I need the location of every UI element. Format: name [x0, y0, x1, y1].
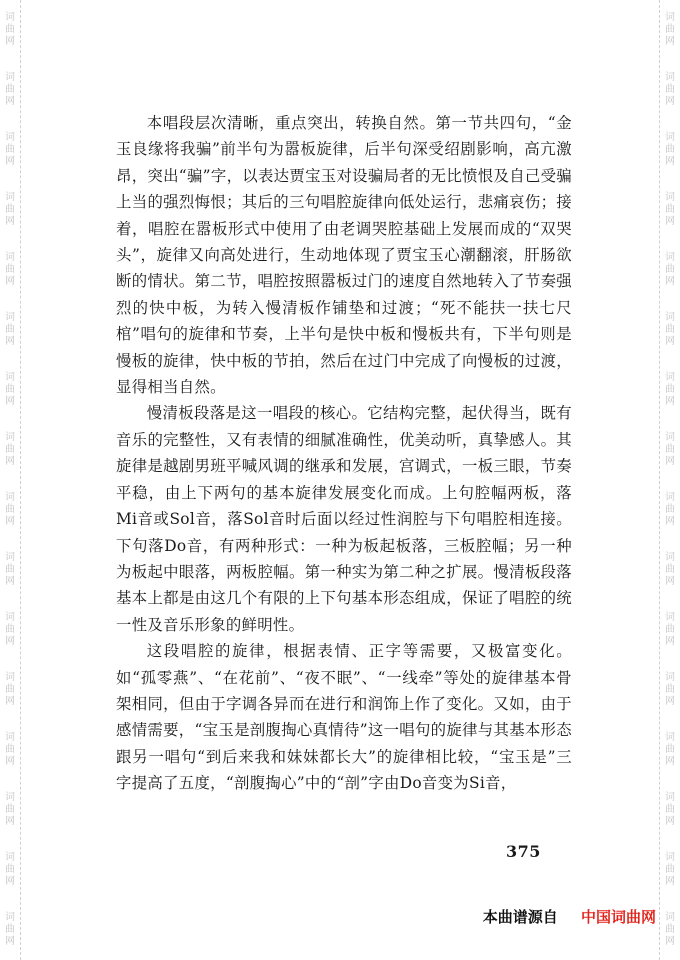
watermark-char: 网 — [665, 276, 675, 287]
watermark-char: 词 — [665, 312, 675, 323]
watermark-char: 曲 — [5, 684, 15, 695]
watermark-char: 曲 — [665, 684, 675, 695]
watermark-char: 曲 — [5, 444, 15, 455]
watermark-char: 网 — [665, 816, 675, 827]
watermark-char: 网 — [665, 96, 675, 107]
watermark-char: 网 — [5, 756, 15, 767]
watermark-char: 词 — [665, 492, 675, 503]
article-body — [116, 110, 572, 797]
watermark-char: 网 — [665, 756, 675, 767]
watermark-glyph-group — [5, 300, 15, 360]
watermark-char: 曲 — [665, 864, 675, 875]
watermark-char: 曲 — [5, 624, 15, 635]
watermark-char: 词 — [665, 672, 675, 683]
watermark-char: 曲 — [5, 144, 15, 155]
paragraph-2: 慢清板段落是这一唱段的核心。它结构完整，起伏得当，既有音乐的完整性，又有表情的细腻准确性，优美动听，真挚感人。其旋律是越剧男班平喊风调的继承和发展，宫调式，一板三眼，节奏平稳，由上下两句的基本旋律发展变化而成。上句腔幅两板，落Mi音或Sol音，落Sol音时后面以经过性润腔与下句唱腔相连接。下句落Do音，有两种形式：一种为板起板落，三板腔幅；另一种为板起中眼落，两板腔幅。第一种实为第二种之扩展。慢清板段落基本上都是由这几个有限的上下句基本形态组成，保证了唱腔的统一性及音乐形象的鲜明性。 — [116, 404, 572, 634]
watermark-char: 词 — [5, 672, 15, 683]
watermark-char: 曲 — [665, 264, 675, 275]
watermark-glyph-group — [665, 840, 675, 900]
watermark-glyph-group — [5, 240, 15, 300]
watermark-char: 网 — [665, 936, 675, 947]
watermark-char: 词 — [5, 792, 15, 803]
watermark-char: 网 — [5, 936, 15, 947]
watermark-char: 词 — [5, 852, 15, 863]
watermark-char: 曲 — [5, 504, 15, 515]
watermark-glyph-group — [5, 0, 15, 60]
watermark-char: 曲 — [665, 744, 675, 755]
watermark-char: 词 — [665, 132, 675, 143]
watermark-glyph-group — [665, 600, 675, 660]
watermark-char: 曲 — [5, 564, 15, 575]
watermark-glyph-group — [665, 420, 675, 480]
watermark-char: 词 — [5, 912, 15, 923]
watermark-char: 曲 — [665, 444, 675, 455]
watermark-char: 词 — [665, 732, 675, 743]
watermark-char: 网 — [665, 636, 675, 647]
watermark-char: 词 — [665, 792, 675, 803]
watermark-column-right — [659, 0, 680, 960]
watermark-char: 曲 — [5, 204, 15, 215]
watermark-glyph-group — [665, 60, 675, 120]
watermark-char: 词 — [5, 252, 15, 263]
watermark-char: 曲 — [665, 924, 675, 935]
watermark-glyph-group — [5, 60, 15, 120]
watermark-char: 曲 — [5, 924, 15, 935]
watermark-char: 曲 — [665, 504, 675, 515]
watermark-glyph-group — [665, 720, 675, 780]
watermark-glyph-group — [5, 180, 15, 240]
watermark-char: 网 — [5, 156, 15, 167]
watermark-glyph-group — [5, 900, 15, 960]
watermark-glyph-group — [665, 120, 675, 180]
watermark-char: 网 — [665, 216, 675, 227]
watermark-char: 曲 — [665, 804, 675, 815]
watermark-char: 词 — [5, 432, 15, 443]
watermark-char: 词 — [665, 432, 675, 443]
watermark-glyph-group — [5, 360, 15, 420]
watermark-glyph-group — [665, 360, 675, 420]
watermark-char: 网 — [5, 576, 15, 587]
watermark-char: 词 — [5, 132, 15, 143]
watermark-char: 词 — [5, 192, 15, 203]
watermark-char: 曲 — [665, 204, 675, 215]
paragraph-1: 本唱段层次清晰，重点突出，转换自然。第一节共四句，“金玉良缘将我骗”前半句为嚣板旋律，后半句深受绍剧影响，高亢激昂，突出“骗”字，以表达贾宝玉对设骗局者的无比愤恨及自己受骗上当的强烈悔恨；其后的三句唱腔旋律向低处运行，悲痛哀伤；接着，唱腔在嚣板形式中使用了由老调哭腔基础上发展而成的“双哭头”，旋律又向高处进行，生动地体现了贾宝玉心潮翻滚，肝肠欲断的情状。第二节，唱腔按照嚣板过门的速度自然地转入了节奏强烈的快中板，为转入慢清板作铺垫和过渡；“死不能扶一扶七尺棺”唱句的旋律和节奏，上半句是快中板和慢板共有，下半句则是慢板的旋律，快中板的节拍，然后在过门中完成了向慢板的过渡，显得相当自然。 — [116, 114, 572, 397]
watermark-char: 词 — [5, 12, 15, 23]
watermark-char: 曲 — [665, 324, 675, 335]
paragraph-3: 这段唱腔的旋律，根据表情、正字等需要，又极富变化。如“孤零燕”、“在花前”、“夜不眠”、“一线牵”等处的旋律基本骨架相同，但由于字调各异而在进行和润饰上作了变化。又如，由于感情需要，“宝玉是剖腹掏心真情待”这一唱句的旋律与其基本形态跟另一唱句“到后来我和妹妹都长大”的旋律相比较，“宝玉是”三字提高了五度，“剖腹掏心”中的“剖”字由Do音变为Si音， — [116, 642, 572, 793]
watermark-glyph-group — [665, 300, 675, 360]
watermark-char: 词 — [5, 312, 15, 323]
watermark-char: 曲 — [5, 864, 15, 875]
watermark-char: 词 — [665, 192, 675, 203]
watermark-char: 网 — [665, 456, 675, 467]
watermark-char: 网 — [5, 816, 15, 827]
watermark-char: 曲 — [5, 84, 15, 95]
watermark-char: 词 — [5, 612, 15, 623]
watermark-glyph-group — [5, 720, 15, 780]
watermark-char: 网 — [5, 396, 15, 407]
watermark-char: 网 — [665, 516, 675, 527]
page-number: 375 — [506, 842, 541, 861]
watermark-char: 网 — [5, 876, 15, 887]
watermark-glyph-group — [665, 240, 675, 300]
watermark-glyph-group — [5, 600, 15, 660]
watermark-char: 网 — [665, 696, 675, 707]
watermark-char: 曲 — [665, 384, 675, 395]
watermark-char: 网 — [5, 516, 15, 527]
watermark-char: 曲 — [665, 84, 675, 95]
watermark-char: 网 — [5, 216, 15, 227]
watermark-glyph-group — [5, 480, 15, 540]
watermark-glyph-group — [5, 840, 15, 900]
watermark-glyph-group — [665, 0, 675, 60]
watermark-char: 词 — [665, 12, 675, 23]
footer-source — [483, 906, 656, 927]
watermark-char: 曲 — [665, 564, 675, 575]
watermark-char: 词 — [665, 852, 675, 863]
watermark-glyph-group — [5, 540, 15, 600]
watermark-glyph-group — [665, 540, 675, 600]
watermark-char: 网 — [5, 36, 15, 47]
watermark-glyph-group — [5, 420, 15, 480]
watermark-char: 词 — [665, 612, 675, 623]
watermark-char: 曲 — [665, 144, 675, 155]
watermark-glyph-group — [665, 180, 675, 240]
watermark-char: 词 — [665, 912, 675, 923]
watermark-column-left — [0, 0, 21, 960]
watermark-char: 词 — [665, 552, 675, 563]
watermark-char: 词 — [5, 492, 15, 503]
watermark-char: 网 — [5, 276, 15, 287]
watermark-char: 曲 — [665, 24, 675, 35]
watermark-char: 曲 — [5, 24, 15, 35]
watermark-glyph-group — [665, 480, 675, 540]
watermark-char: 词 — [5, 552, 15, 563]
watermark-glyph-group — [665, 660, 675, 720]
watermark-char: 网 — [665, 396, 675, 407]
watermark-char: 词 — [5, 372, 15, 383]
watermark-char: 网 — [5, 636, 15, 647]
watermark-char: 网 — [665, 576, 675, 587]
footer-source-label: 本曲谱源自 — [482, 908, 558, 926]
watermark-glyph-group — [5, 780, 15, 840]
watermark-glyph-group — [5, 660, 15, 720]
watermark-char: 曲 — [5, 384, 15, 395]
watermark-char: 网 — [5, 96, 15, 107]
watermark-char: 网 — [665, 36, 675, 47]
watermark-char: 网 — [665, 156, 675, 167]
watermark-glyph-group — [5, 120, 15, 180]
watermark-char: 网 — [665, 336, 675, 347]
watermark-char: 词 — [665, 252, 675, 263]
watermark-char: 网 — [5, 696, 15, 707]
watermark-char: 曲 — [5, 324, 15, 335]
footer-brand-label: 中国词曲网 — [580, 908, 656, 926]
watermark-char: 网 — [665, 876, 675, 887]
watermark-glyph-group — [665, 780, 675, 840]
watermark-char: 网 — [5, 456, 15, 467]
watermark-glyph-group — [665, 900, 675, 960]
watermark-char: 词 — [665, 72, 675, 83]
watermark-char: 曲 — [5, 744, 15, 755]
watermark-char: 词 — [5, 72, 15, 83]
watermark-char: 曲 — [5, 264, 15, 275]
watermark-char: 词 — [665, 372, 675, 383]
watermark-char: 网 — [5, 336, 15, 347]
watermark-char: 词 — [5, 732, 15, 743]
watermark-char: 曲 — [5, 804, 15, 815]
watermark-char: 曲 — [665, 624, 675, 635]
